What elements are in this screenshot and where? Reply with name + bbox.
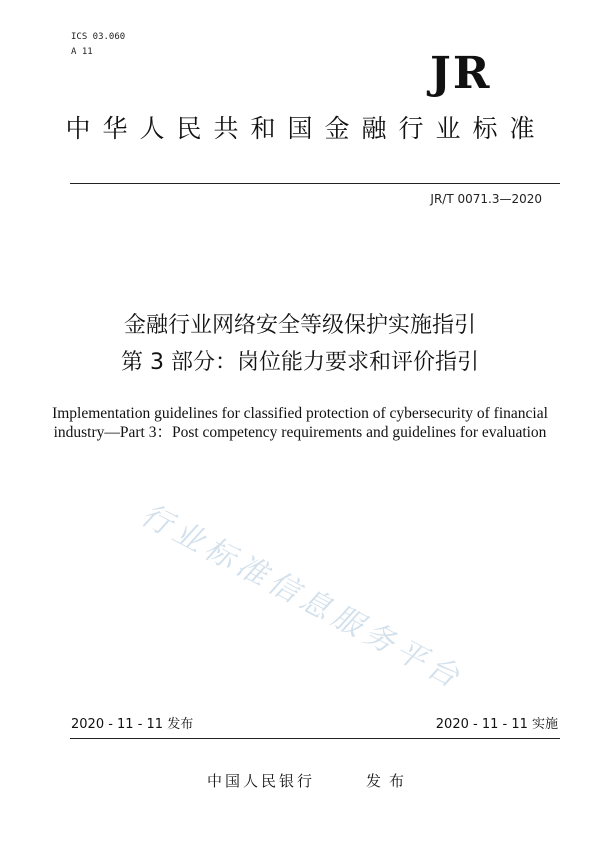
chinese-title-line-1: 金融行业网络安全等级保护实施指引 [123, 313, 476, 338]
jr-logo: JR [430, 48, 492, 99]
bottom-divider [70, 738, 560, 739]
english-title-line-1: Implementation guidelines for classified protection of cybersecurity of financial [52, 405, 548, 422]
ccs-code: A 11 [71, 47, 93, 57]
ics-code: ICS 03.060 [71, 32, 126, 42]
issuing-authority: 中国人民银行 [207, 772, 316, 790]
top-divider [70, 183, 560, 184]
issue-date: 2020 - 11 - 11 发布 [71, 717, 194, 732]
standard-number: JR/T 0071.3—2020 [430, 192, 542, 206]
chinese-title-line-2: 第 3 部分：岗位能力要求和评价指引 [121, 350, 479, 375]
issue-label: 发布 [366, 772, 413, 790]
standard-category-title: 中华人民共和国金融行业标准 [65, 114, 547, 143]
english-title-line-2: industry—Part 3：Post competency requirements and guidelines for evaluation [53, 424, 547, 441]
implementation-date: 2020 - 11 - 11 实施 [435, 717, 558, 732]
watermark: 行业标准信息服务平台 [134, 497, 470, 698]
